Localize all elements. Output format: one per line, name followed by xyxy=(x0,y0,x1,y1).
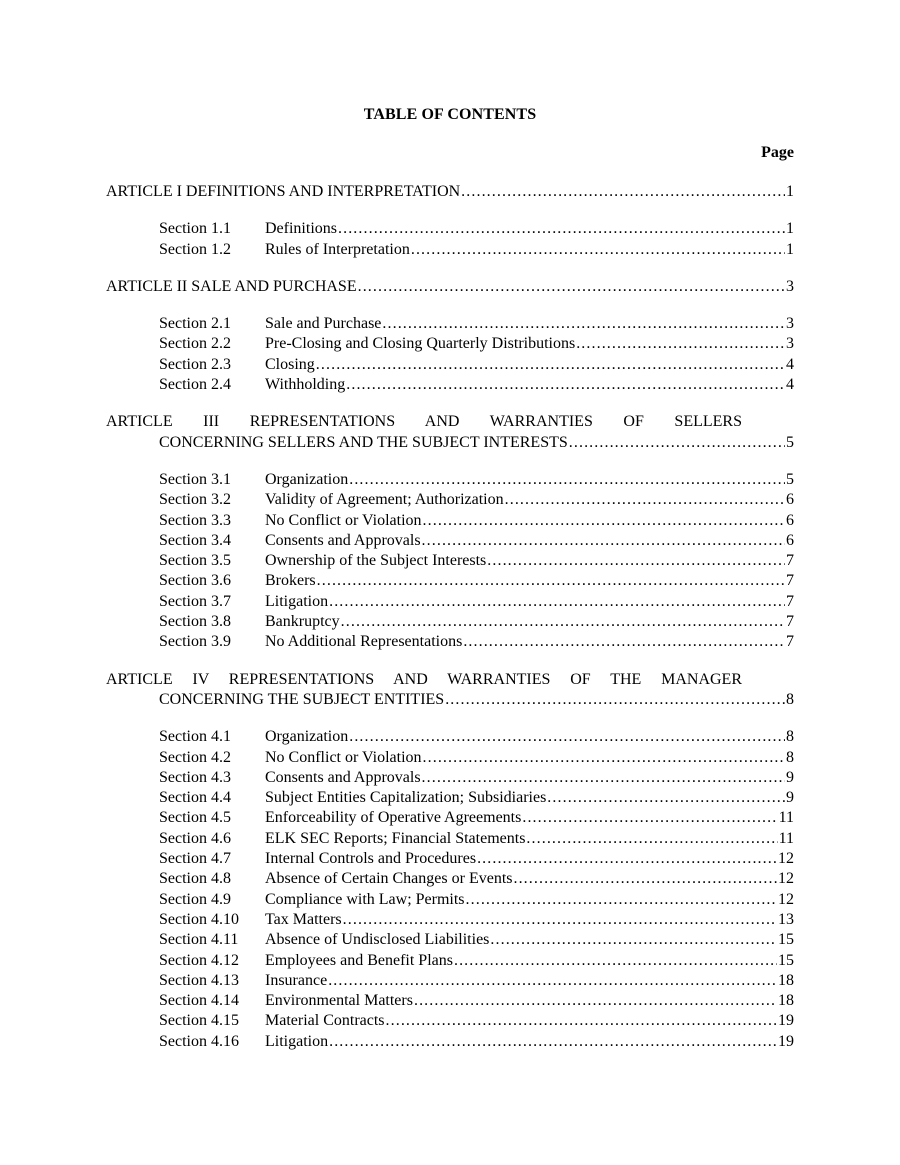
article-page-number: 8 xyxy=(786,690,794,708)
section-number: Section 4.6 xyxy=(159,829,231,847)
article-title: ARTICLE IV REPRESENTATIONS AND WARRANTIES OF THE MANAGER xyxy=(106,670,742,688)
section-title: Organization xyxy=(265,470,349,488)
section-title: Litigation xyxy=(265,1032,329,1050)
section-number: Section 3.9 xyxy=(159,633,231,651)
dot-leader xyxy=(461,182,785,202)
toc-section-row xyxy=(159,910,794,930)
toc-section-row xyxy=(159,470,794,490)
section-page-number: 18 xyxy=(778,971,794,989)
toc-section-row xyxy=(159,808,794,828)
section-page-number: 6 xyxy=(786,491,794,509)
section-page-number: 12 xyxy=(778,850,794,868)
section-page-number: 9 xyxy=(786,768,794,786)
section-number: Section 3.5 xyxy=(159,552,231,570)
toc-article xyxy=(106,182,794,260)
section-number: Section 4.7 xyxy=(159,850,231,868)
section-page-number: 7 xyxy=(786,613,794,631)
section-page-number: 9 xyxy=(786,789,794,807)
section-title: No Conflict or Violation xyxy=(265,511,422,529)
dot-leader xyxy=(569,433,785,453)
section-number: Section 3.7 xyxy=(159,592,231,610)
section-page-number: 5 xyxy=(786,470,794,488)
section-page-number: 7 xyxy=(786,633,794,651)
toc-section-row xyxy=(159,240,794,260)
toc-section-row xyxy=(159,612,794,632)
section-number: Section 4.2 xyxy=(159,748,231,766)
dot-leader xyxy=(343,910,777,930)
section-title: Consents and Approvals xyxy=(265,531,421,549)
dot-leader xyxy=(346,375,785,395)
section-number: Section 3.1 xyxy=(159,470,231,488)
article-page-number: 5 xyxy=(786,433,794,451)
section-title: Material Contracts xyxy=(265,1012,385,1030)
section-number: Section 4.5 xyxy=(159,809,231,827)
dot-leader xyxy=(423,748,785,768)
dot-leader xyxy=(466,890,777,910)
section-page-number: 11 xyxy=(778,829,794,847)
section-number: Section 3.2 xyxy=(159,491,231,509)
toc-section-row xyxy=(159,869,794,889)
article-heading-line xyxy=(106,412,794,432)
section-number: Section 4.12 xyxy=(159,951,239,969)
toc-section-row xyxy=(159,727,794,747)
section-number: Section 1.1 xyxy=(159,220,231,238)
section-list xyxy=(106,727,794,1052)
section-title: Brokers xyxy=(265,572,316,590)
section-title: Consents and Approvals xyxy=(265,768,421,786)
dot-leader xyxy=(463,632,785,652)
toc-section-row xyxy=(159,890,794,910)
toc-title: TABLE OF CONTENTS xyxy=(363,106,537,123)
article-page-number: 3 xyxy=(786,277,794,295)
section-page-number: 1 xyxy=(786,240,794,258)
dot-leader xyxy=(454,951,777,971)
section-number: Section 4.15 xyxy=(159,1012,239,1030)
section-number: Section 4.3 xyxy=(159,768,231,786)
dot-leader xyxy=(328,971,777,991)
dot-leader xyxy=(526,829,777,849)
section-title: Closing xyxy=(265,355,315,373)
section-page-number: 19 xyxy=(778,1032,794,1050)
section-title: Subject Entities Capitalization; Subsidiaries xyxy=(265,789,547,807)
section-page-number: 6 xyxy=(786,531,794,549)
toc-section-row xyxy=(159,951,794,971)
toc-article xyxy=(106,412,794,652)
section-page-number: 11 xyxy=(778,809,794,827)
dot-leader xyxy=(329,592,785,612)
section-number: Section 2.2 xyxy=(159,335,231,353)
toc-section-row xyxy=(159,314,794,334)
dot-leader xyxy=(329,1032,777,1052)
toc-section-row xyxy=(159,748,794,768)
section-title: Definitions xyxy=(265,220,337,238)
toc-section-row xyxy=(159,829,794,849)
section-title: Withholding xyxy=(265,376,346,394)
dot-leader xyxy=(386,1011,777,1031)
section-page-number: 13 xyxy=(778,910,794,928)
dot-leader xyxy=(505,490,785,510)
toc-article xyxy=(106,670,794,1052)
dot-leader xyxy=(358,277,785,297)
toc-section-row xyxy=(159,849,794,869)
section-title: Sale and Purchase xyxy=(265,315,382,333)
toc-section-row xyxy=(159,1011,794,1031)
dot-leader xyxy=(522,808,777,828)
toc-section-row xyxy=(159,971,794,991)
dot-leader xyxy=(423,511,785,531)
section-number: Section 2.4 xyxy=(159,376,231,394)
section-list xyxy=(106,314,794,395)
dot-leader xyxy=(382,314,785,334)
section-title: Tax Matters xyxy=(265,910,342,928)
toc-section-row xyxy=(159,375,794,395)
dot-leader xyxy=(411,240,785,260)
section-title: Internal Controls and Procedures xyxy=(265,850,477,868)
section-page-number: 4 xyxy=(786,355,794,373)
dot-leader xyxy=(349,470,785,490)
section-page-number: 8 xyxy=(786,748,794,766)
dot-leader xyxy=(487,551,785,571)
dot-leader xyxy=(317,571,785,591)
article-title: CONCERNING SELLERS AND THE SUBJECT INTERESTS xyxy=(159,433,568,451)
dot-leader xyxy=(338,219,785,239)
section-number: Section 4.11 xyxy=(159,931,239,949)
toc-section-row xyxy=(159,511,794,531)
section-page-number: 7 xyxy=(786,572,794,590)
section-title: No Additional Representations xyxy=(265,633,463,651)
page-column-header: Page xyxy=(761,144,794,161)
dot-leader xyxy=(576,334,785,354)
article-heading-line xyxy=(106,690,794,710)
section-page-number: 12 xyxy=(778,870,794,888)
section-page-number: 7 xyxy=(786,552,794,570)
section-page-number: 3 xyxy=(786,315,794,333)
article-title: ARTICLE III REPRESENTATIONS AND WARRANTIES OF SELLERS xyxy=(106,413,742,431)
section-title: Employees and Benefit Plans xyxy=(265,951,453,969)
section-title: Bankruptcy xyxy=(265,613,340,631)
section-title: No Conflict or Violation xyxy=(265,748,422,766)
section-number: Section 3.6 xyxy=(159,572,231,590)
dot-leader xyxy=(341,612,785,632)
section-title: Litigation xyxy=(265,592,329,610)
section-number: Section 1.2 xyxy=(159,240,231,258)
toc-section-row xyxy=(159,768,794,788)
section-page-number: 1 xyxy=(786,220,794,238)
dot-leader xyxy=(349,727,785,747)
section-number: Section 4.8 xyxy=(159,870,231,888)
article-heading-line xyxy=(106,670,794,690)
section-page-number: 18 xyxy=(778,992,794,1010)
article-title: ARTICLE I DEFINITIONS AND INTERPRETATION xyxy=(106,183,461,200)
section-number: Section 4.16 xyxy=(159,1032,239,1050)
section-page-number: 4 xyxy=(786,376,794,394)
article-title: CONCERNING THE SUBJECT ENTITIES xyxy=(159,690,445,708)
section-page-number: 3 xyxy=(786,335,794,353)
dot-leader xyxy=(445,690,785,710)
article-heading-line xyxy=(106,182,794,202)
section-title: Organization xyxy=(265,728,349,746)
article-heading-line xyxy=(106,433,794,453)
toc-section-row xyxy=(159,632,794,652)
section-title: Insurance xyxy=(265,971,328,989)
toc-article xyxy=(106,277,794,395)
toc-section-row xyxy=(159,355,794,375)
dot-leader xyxy=(547,788,785,808)
section-number: Section 3.4 xyxy=(159,531,231,549)
toc-section-row xyxy=(159,1032,794,1052)
toc-section-row xyxy=(159,930,794,950)
dot-leader xyxy=(477,849,777,869)
dot-leader xyxy=(490,930,777,950)
section-list xyxy=(106,219,794,260)
section-number: Section 3.8 xyxy=(159,613,231,631)
section-number: Section 4.4 xyxy=(159,789,231,807)
section-number: Section 4.14 xyxy=(159,992,239,1010)
section-title: Absence of Undisclosed Liabilities xyxy=(265,931,490,949)
section-title: Validity of Agreement; Authorization xyxy=(265,491,504,509)
toc-section-row xyxy=(159,531,794,551)
section-number: Section 3.3 xyxy=(159,511,231,529)
toc-list xyxy=(106,182,794,1069)
section-page-number: 15 xyxy=(778,931,794,949)
section-title: ELK SEC Reports; Financial Statements xyxy=(265,829,526,847)
section-title: Enforceability of Operative Agreements xyxy=(265,809,522,827)
dot-leader xyxy=(422,768,785,788)
section-page-number: 12 xyxy=(778,890,794,908)
section-title: Pre-Closing and Closing Quarterly Distributions xyxy=(265,335,576,353)
toc-section-row xyxy=(159,991,794,1011)
section-number: Section 4.13 xyxy=(159,971,239,989)
toc-section-row xyxy=(159,592,794,612)
section-list xyxy=(106,470,794,653)
dot-leader xyxy=(513,869,777,889)
toc-section-row xyxy=(159,334,794,354)
article-heading-line xyxy=(106,277,794,297)
section-page-number: 15 xyxy=(778,951,794,969)
toc-section-row xyxy=(159,219,794,239)
section-page-number: 19 xyxy=(778,1012,794,1030)
toc-section-row xyxy=(159,571,794,591)
article-page-number: 1 xyxy=(786,183,794,200)
dot-leader xyxy=(414,991,777,1011)
section-page-number: 8 xyxy=(786,728,794,746)
section-number: Section 2.3 xyxy=(159,355,231,373)
section-number: Section 4.1 xyxy=(159,728,231,746)
dot-leader xyxy=(316,355,785,375)
section-number: Section 4.9 xyxy=(159,890,231,908)
section-title: Compliance with Law; Permits xyxy=(265,890,465,908)
section-title: Absence of Certain Changes or Events xyxy=(265,870,513,888)
article-title: ARTICLE II SALE AND PURCHASE xyxy=(106,277,357,295)
section-title: Rules of Interpretation xyxy=(265,240,410,258)
toc-section-row xyxy=(159,788,794,808)
section-page-number: 7 xyxy=(786,592,794,610)
toc-section-row xyxy=(159,490,794,510)
section-number: Section 4.10 xyxy=(159,910,239,928)
toc-section-row xyxy=(159,551,794,571)
section-title: Ownership of the Subject Interests xyxy=(265,552,487,570)
section-number: Section 2.1 xyxy=(159,315,231,333)
section-title: Environmental Matters xyxy=(265,992,413,1010)
dot-leader xyxy=(422,531,785,551)
section-page-number: 6 xyxy=(786,511,794,529)
